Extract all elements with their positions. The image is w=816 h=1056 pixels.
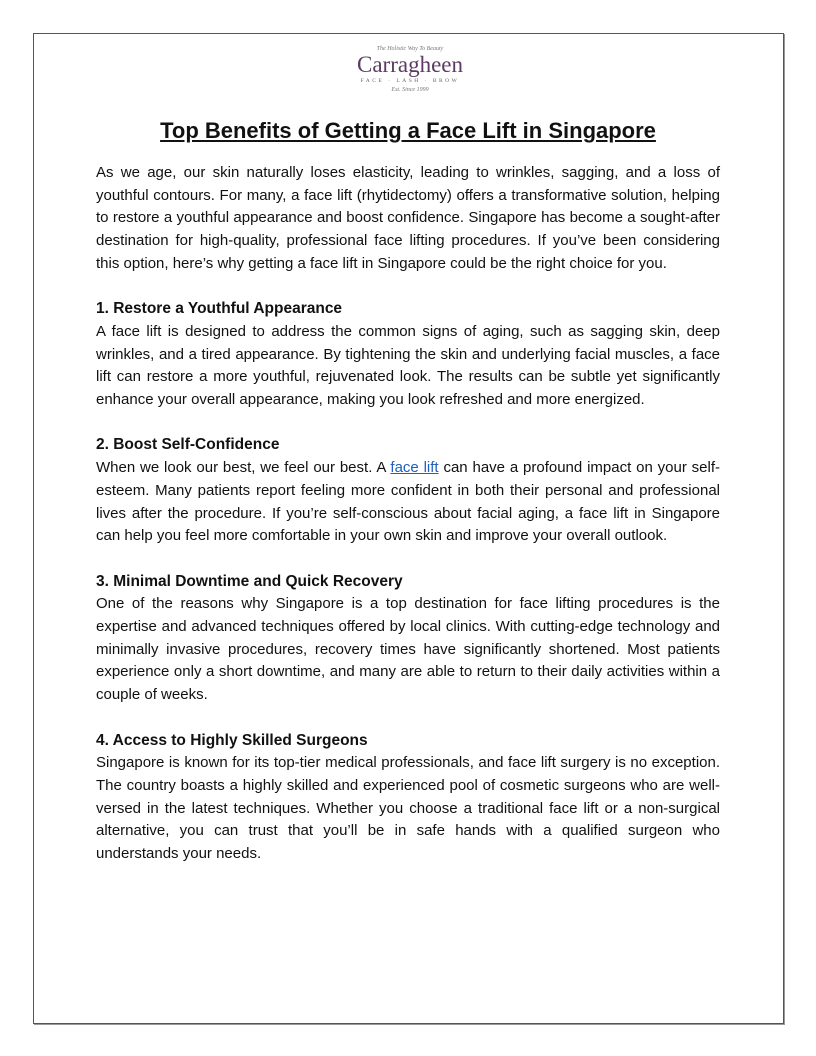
intro-paragraph: As we age, our skin naturally loses elasticity, leading to wrinkles, sagging, and a loss of youthful contours. For many, a face lift (rhytidectomy) offers a transformative solution, helping to restore a youthful appearance and boost confidence. Singapore has become a sought-after destination for high-quality, professional face lifting procedures. If you’ve been considering this option, here’s why getting a face lift in Singapore could be the right choice for you.: [96, 164, 720, 272]
logo-tagline: The Holistic Way To Beauty: [376, 46, 444, 52]
logo-name: Carragheen: [357, 52, 463, 77]
document-body: [96, 162, 720, 888]
section-body: One of the reasons why Singapore is a top destination for face lifting procedures is the expertise and advanced techniques offered by local clinics. With cutting-edge technology and minimally invasive procedures, recovery times have significantly shortened. Most patients experience only a short downtime, and many are able to return to their daily activities within a couple of weeks.: [96, 595, 720, 704]
carragheen-logo: [340, 42, 480, 114]
body-text: can have a profound impact on your self-esteem. Many patients report feeling more confident in both their personal and professional lives after the procedure. If you’re self-conscious about facial aging, a face lift in Singapore can help you feel more comfortable in your own skin and improve your overall outlook.: [96, 459, 720, 545]
section-body: Singapore is known for its top-tier medical professionals, and face lift surgery is no exception. The country boasts a highly skilled and experienced pool of cosmetic surgeons who are well-versed in the latest techniques. Whether you choose a traditional face lift or a non-surgical alternative, you can trust that you’ll be in safe hands with a qualified surgeon who understands your needs.: [96, 754, 720, 863]
section-body: A face lift is designed to address the common signs of aging, such as sagging skin, deep wrinkles, and a tired appearance. By tightening the skin and underlying facial muscles, a face lift can restore a more youthful, rejuvenated look. The results can be subtle yet significantly enhance your overall appearance, making you look refreshed and more energized.: [96, 322, 720, 409]
section-body: [96, 457, 720, 548]
face-lift-link[interactable]: face lift: [390, 459, 439, 477]
section-heading: 3. Minimal Downtime and Quick Recovery: [96, 572, 403, 590]
body-text: When we look our best, we feel our best. A: [96, 459, 391, 477]
section-heading: 2. Boost Self-Confidence: [96, 436, 280, 454]
section-heading: 4. Access to Highly Skilled Surgeons: [96, 731, 368, 749]
logo-est: Est. Since 1999: [391, 87, 429, 93]
document-title: Top Benefits of Getting a Face Lift in Singapore: [160, 118, 656, 143]
logo-services: FACE · LASH · BROW: [360, 78, 460, 84]
section-heading: 1. Restore a Youthful Appearance: [96, 300, 343, 318]
